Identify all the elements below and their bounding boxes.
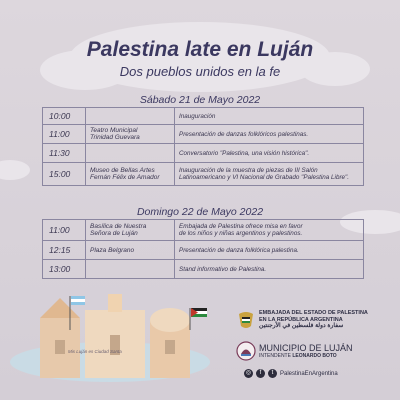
embassy-block [259,310,368,330]
schedule-row [43,220,363,240]
social-footer [244,369,338,378]
basilica-illustration [0,290,230,400]
embassy-line2: EN LA REPÚBLICA ARGENTINA [259,316,343,323]
page-subtitle: Dos pueblos unidos en la fe [119,64,281,79]
time-cell: 10:00 [43,108,86,124]
place-cell: Basílica de Nuestra Señora de Luján [86,220,175,240]
embassy-arabic: سفارة دولة فلسطين في الأرجنتين [259,323,344,329]
lujan-shield-icon [236,341,256,361]
municipality-name: MUNICIPIO DE LUJÁN [259,343,353,353]
twitter-icon[interactable]: t [268,369,277,378]
time-cell: 11:30 [43,144,86,162]
place-cell: Plaza Belgrano [86,241,175,259]
schedule-row [43,240,363,259]
time-cell: 11:00 [43,220,86,240]
time-cell: 13:00 [43,260,86,278]
schedule-row [43,124,363,143]
saturday-schedule-table [42,107,364,186]
facebook-icon[interactable]: f [256,369,265,378]
instagram-icon[interactable]: ◎ [245,370,252,376]
description-cell: Stand informativo de Palestina. [179,265,267,273]
municipality-block [259,343,353,359]
time-cell: 11:00 [43,125,86,143]
saturday-date: Sábado 21 de Mayo 2022 [139,94,261,106]
sunday-date: Domingo 22 de Mayo 2022 [136,206,264,218]
time-cell: 12:15 [43,241,86,259]
time-cell: 15:00 [43,163,86,185]
palestine-emblem-icon [236,310,256,330]
intendente-label: INTENDENTE [259,353,291,359]
description-cell: Presentación de danza folklórica palestina. [179,246,299,254]
schedule-row [43,162,363,185]
schedule-row [43,259,363,278]
schedule-row [43,143,363,162]
place-cell: Museo de Bellas Artes Fernán Félix de Amador [86,163,175,185]
description-cell: Inauguración [179,112,216,120]
illustration-caption: Mis Luján es Ciudad Santa [68,349,122,354]
schedule-row [43,108,363,124]
description-cell: Embajada de Palestina ofrece misa en favor de los niños y niñas argentinos y palestinos. [179,223,303,237]
description-cell: Conversatorio "Palestina, una visión histórica". [179,149,310,157]
description-cell: Inauguración de la muestra de piezas de III Salón Latinoamericano y VI Nacional de Grabado "Palestina Libre". [179,167,350,181]
place-cell [86,144,175,162]
description-cell: Presentación de danzas folklóricos palestinas. [179,130,309,138]
sunday-schedule-table [42,219,364,279]
intendente-name: LEONARDO BOTO [292,353,337,359]
place-cell [86,260,175,278]
social-handle[interactable]: PalestinaEnArgentina [280,370,338,377]
embassy-line1: EMBAJADA DEL ESTADO DE PALESTINA [259,310,368,316]
page-title: Palestina late en Luján [86,38,314,61]
place-cell [86,108,175,124]
place-cell: Teatro Municipal Trinidad Guevara [86,125,175,143]
